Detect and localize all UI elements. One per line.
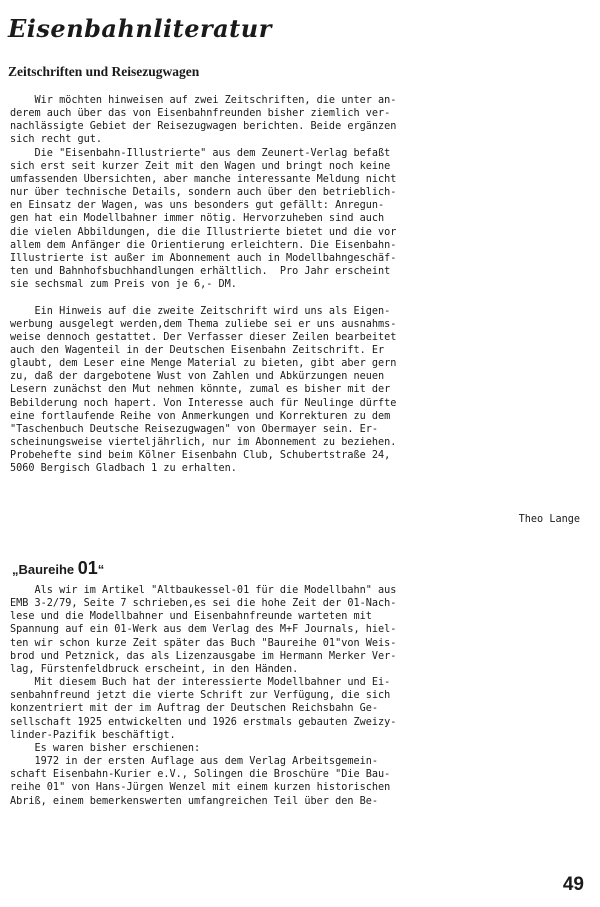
text-line: Als wir im Artikel "Altbaukessel-01 für die Modellbahn" aus — [10, 585, 397, 596]
text-line: werbung ausgelegt werden,dem Thema zuliebe sei er uns ausnahms- — [10, 318, 397, 330]
text-line: "Taschenbuch Deutsche Reisezugwagen" von Obermayer sein. Er- — [10, 423, 379, 435]
text-line: sellschaft 1925 entwickelten und 1926 erstmals gebauten Zweizy- — [10, 716, 397, 728]
text-line: zu, daß der dargebotene Wust von Zahlen und Abkürzungen neuen — [10, 371, 385, 383]
text-line: linder-Pazifik beschäftigt. — [10, 729, 176, 741]
text-line: glaubt, dem Leser eine Menge Material zu bieten, gibt aber gern — [10, 358, 397, 370]
text-line: lag, Fürstenfeldbruck erscheint, in den Händen. — [10, 663, 299, 675]
text-line: lese und die Modellbahner und Eisenbahnfreunde warteten mit — [10, 611, 372, 623]
text-line: auch den Wagenteil in der Deutschen Eisenbahn Zeitschrift. Er — [10, 344, 385, 356]
text-line: eine fortlaufende Reihe von Anmerkungen und Korrekturen zu dem — [10, 410, 391, 422]
text-line: umfassenden Übersichten, aber manche interessante Meldung nicht — [10, 173, 397, 185]
text-line: ten wir schon kurze Zeit später das Buch "Baureihe 01"von Weis- — [10, 637, 397, 649]
text-line: weise dennoch gestattet. Der Verfasser dieser Zeilen bearbeitet — [10, 331, 397, 343]
page-number: 49 — [562, 874, 584, 895]
text-line: Bebilderung noch hapert. Von Interesse auch für Neulinge dürfte — [10, 397, 397, 409]
article-body-zeitschriften — [10, 94, 582, 476]
text-line: schaft Eisenbahn-Kurier e.V., Solingen die Broschüre "Die Bau- — [10, 769, 391, 781]
section-heading-zeitschriften: Zeitschriften und Reisezugwagen — [8, 64, 200, 79]
text-line: EMB 3-2/79, Seite 7 schrieben,es sei die hohe Zeit der 01-Nach- — [10, 598, 397, 610]
author-signature: Theo Lange — [518, 514, 580, 525]
text-line: Illustrierte ist außer im Abonnement auch in Modellbahngeschäf- — [10, 252, 397, 264]
text-line: Spannung auf ein 01-Werk aus dem Verlag des M+F Journals, hiel- — [10, 624, 397, 636]
page-title: Eisenbahnliteratur — [8, 14, 272, 43]
text-line: reihe 01" von Hans-Jürgen Wenzel mit einem kurzen historischen — [10, 782, 391, 794]
text-line: en Einsatz der Wagen, was uns besonders gut gefällt: Anregun- — [10, 200, 385, 212]
text-line: Ein Hinweis auf die zweite Zeitschrift wird uns als Eigen- — [10, 305, 391, 317]
text-line: senbahnfreund jetzt die vierte Schrift zur Verfügung, die sich — [10, 690, 391, 702]
text-line: Lesern zunächst den Mut nehmen könnte, zumal es bisher mit der — [10, 384, 391, 396]
text-line: konzentriert mit der im Auftrag der Deutschen Reichsbahn Ge- — [10, 703, 379, 715]
heading-prefix: „Baureihe — [12, 562, 78, 577]
text-line: derem auch über das von Eisenbahnfreunden bisher ziemlich ver- — [10, 108, 391, 120]
text-line: Wir möchten hinweisen auf zwei Zeitschriften, die unter an- — [10, 95, 397, 106]
text-line: sich erst seit kurzer Zeit mit den Wagen und bringt noch keine — [10, 160, 391, 172]
heading-suffix: “ — [97, 562, 105, 577]
text-line: 1972 in der ersten Auflage aus dem Verlag Arbeitsgemein- — [10, 756, 379, 768]
text-line: gen hat ein Modellbahner immer nötig. Hervorzuheben sind auch — [10, 213, 385, 225]
text-line: Abriß, einem bemerkenswerten umfangreichen Teil über den Be- — [10, 795, 379, 807]
text-line: ten und Bahnhofsbuchhandlungen erhältlich. Pro Jahr erscheint — [10, 266, 391, 278]
article-body-baureihe — [10, 584, 582, 808]
text-line — [10, 291, 582, 304]
text-line: die vielen Abbildungen, die die Illustrierte bietet und die vor — [10, 226, 397, 238]
text-line: sie sechsmal zum Preis von je 6,- DM. — [10, 279, 237, 291]
text-line: brod und Petznick, das als Lizenzausgabe im Hermann Merker Ver- — [10, 650, 397, 662]
text-line: scheinungsweise vierteljährlich, nur im Abonnement zu beziehen. — [10, 437, 397, 449]
section-heading-baureihe — [12, 558, 104, 579]
text-line: Die "Eisenbahn-Illustrierte" aus dem Zeunert-Verlag befaßt — [10, 147, 391, 159]
text-line: Mit diesem Buch hat der interessierte Modellbahner und Ei- — [10, 677, 391, 689]
text-line: Probehefte sind beim Kölner Eisenbahn Club, Schubertstraße 24, — [10, 450, 391, 462]
heading-number: 01 — [77, 558, 98, 578]
text-line: Es waren bisher erschienen: — [10, 742, 201, 754]
text-line: sich recht gut. — [10, 134, 103, 146]
text-line: nachlässigte Gebiet der Reisezugwagen berichten. Beide ergänzen — [10, 121, 397, 133]
text-line: nur über technische Details, sondern auch über den betrieblich- — [10, 187, 397, 199]
text-line: 5060 Bergisch Gladbach 1 zu erhalten. — [10, 463, 237, 475]
text-line: allem dem Anfänger die Orientierung erleichtern. Die Eisenbahn- — [10, 239, 397, 251]
